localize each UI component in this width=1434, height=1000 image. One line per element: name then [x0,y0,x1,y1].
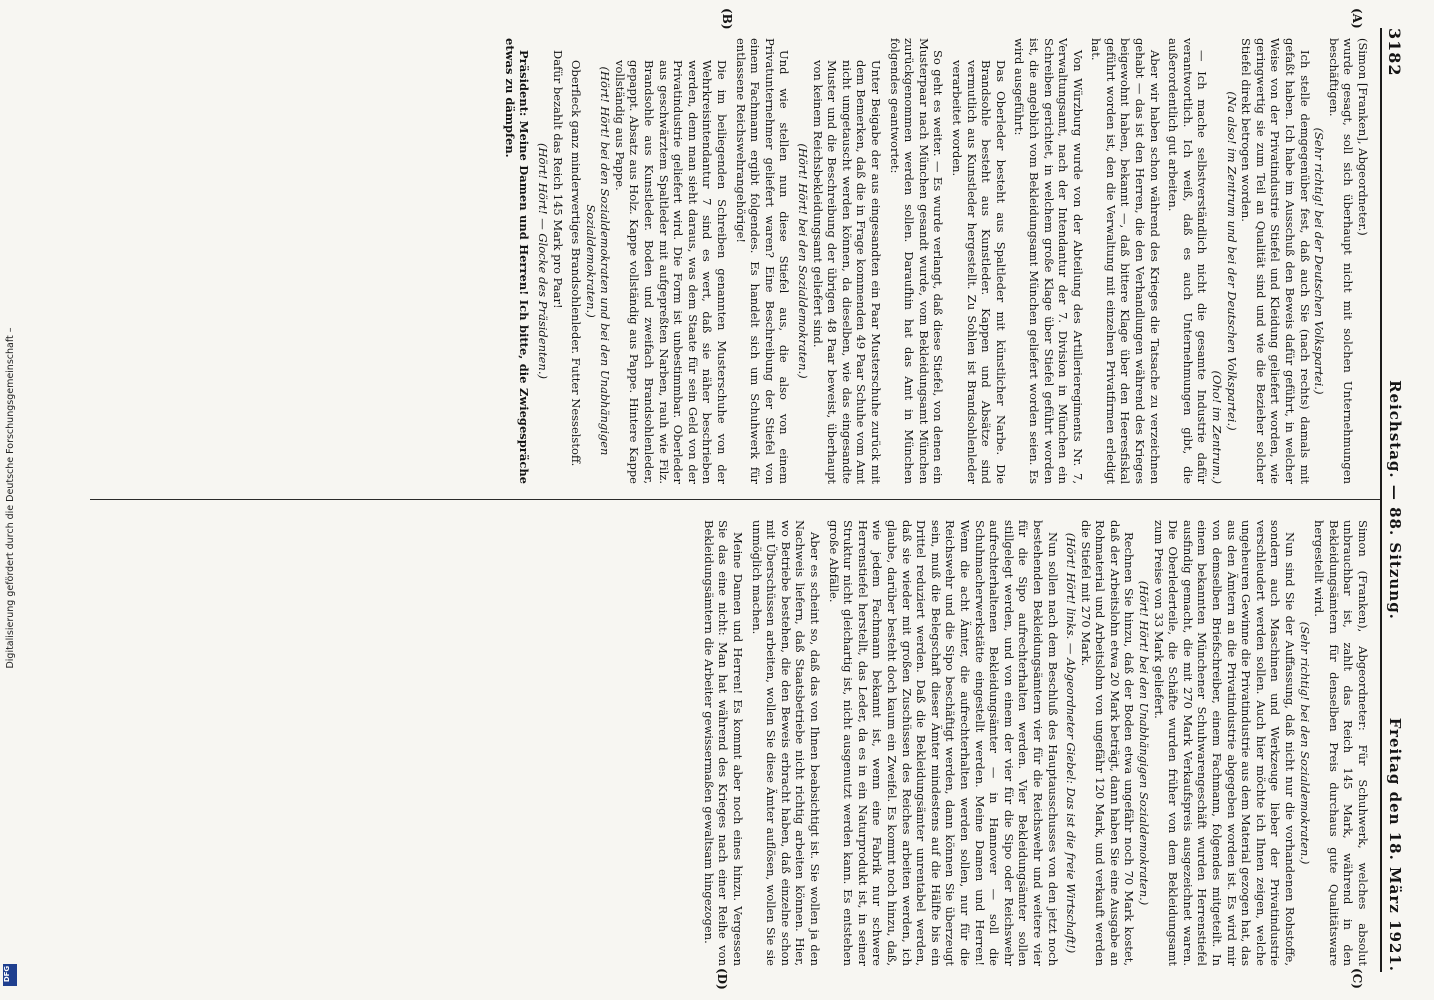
interjection: (Hört! Hört! bei den Sozialdemokraten.) [796,143,811,379]
paragraph: Nun sollen nach dem Beschluß des Hauptausschusses von den jetzt noch bestehenden Bekleidungsämtern vier für die Reichswehr und weitere vier für die Sipo aufrechterhalten werden. Vier Bekleidungsämter sollen stillgelegt werden, und von einem der vier für die Sipo oder Reichswehr aufrechterhaltenen Bekleidungsämter — in Hannover — soll die Schuhmacherwerkstätte eingestellt werden. Meine Damen und Herren! Wenn die acht Ämter, die aufrechterhalten werden sollen, nur für die Reichswehr und die Sipo beschäftigt werden, dann können Sie überzeugt sein, muß die Belegschaft dieser Ämter mindestens auf die Hälfte bis ein Drittel reduziert werden. Daß die Bekleidungsämter unrentabel werden, daß sie wieder mit großen Zuschüssen des Reiches arbeiten werden, ich glaube, darüber besteht doch kaum ein Zweifel. Es kommt noch hinzu, daß, wie jedem Fachmann bekannt ist, wenn eine Fabrik nur schwere Herrenstiefel herstellt, das Leder, da es in ein Naturprodukt ist, in seiner Struktur nicht gleichartig ist, nicht ausgenutzt werden kann. Es entstehen große Abfälle. [826,520,1060,966]
paragraph: Rechnen Sie hinzu, daß der Boden etwa ungefähr noch 70 Mark kostet, daß der Arbeitslohn etwa 20 Mark beträgt, dann haben Sie eine Ausgabe an Rohmaterial und Arbeitslohn von ungefähr 120 Mark, und verkauft werden die Stiefel mit 270 Mark. [1078,520,1137,966]
president-remark: Präsident: Meine Damen und Herren! Ich bitte, die Zwiegespräche etwas zu dämpfen. [502,38,532,484]
left-column [100,38,1370,484]
paragraph: Und wie stellen nun diese Stiefel aus, die also von einem Privatunternehmer geliefert waren? Eine Beschreibung der Stiefel von einem Fachmann ergibt folgendes. Es handelt sich um Schuhwerk für entlassene Reichswehrangehörige! [733,38,792,484]
session-title: Reichstag. — 88. Sitzung. [1386,380,1404,620]
interjection: (Hört! Hört! bei den Sozialdemokraten und bei den Unabhängigen Sozialdemokraten.) [583,66,613,456]
right-column [100,520,1370,966]
digitization-credit [4,50,16,950]
speaker-continued: (Simon [Franken], Abgeordneter.) [1356,38,1370,236]
interjection: (Sehr richtig! bei der Deutschen Volkspartei.) [1312,127,1327,395]
interjection: (Oho! im Zentrum.) [1210,370,1225,484]
session-date: Freitag den 18. März 1921. [1386,717,1404,972]
margin-mark-c: (C) [1350,968,1364,989]
paragraph: So geht es weiter. — Es wurde verlangt, daß diese Stiefel, von denen ein Musterpaar nach München gesandt wurde, vom Bekleidungsamt München zurückgenommen werden sollen. Daraufhin hat das Amt in München folgendes geantwortet: [887,38,946,484]
quoted-passage: Oberfleck ganz minderwertiges Brandsohlenleder. Futter Nesselstoff. [569,60,584,467]
header-rule [1380,28,1382,972]
dfg-logo-text: DFG [3,965,12,983]
paragraph: Ich stelle demgegenüber fest, daß auch Sie (nach rechts) damals mit gefaßt haben. Ich habe im Ausschuß den Beweis dafür geführt, in welcher Weise von der Privatindustrie Stiefel und Kleidung geliefert worden, wie geringwertig sie zum Teil an Qualität sind und wie die Bezieher solcher Stiefel direkt betrogen worden. [1239,38,1312,484]
interjection: (Hört! Hört! bei den Unabhängigen Sozialdemokraten.) [1137,580,1152,906]
quoted-passage: Die im beiliegenden Schreiben genannten Musterschuhe von der Wehrkreisintendantur 7 sind es wert, daß sie näher beschrieben werden, denn man sieht daraus, was dem Staate für sein Geld von der Privatindustrie geliefert wird. Die Form ist unbestimmbar. Oberleder aus geschwärztem Spaltleder mit aufgepreßten Narben, rauh wie Filz. Brandsohle aus Kunstleder. Boden und zweifach Brandsohlenleder, gepappt. Absatz aus Holz. Kappe vollständig aus Pappe. Hintere Kappe vollständig aus Pappe. [612,60,730,484]
paragraph: Aber es scheint so, daß das von Ihnen beabsichtigt ist. Sie wollen ja den Nachweis liefern, daß Staatsbetriebe nicht richtig arbeiten können. Hier, wo Betriebe bestehen, die den Beweis erbracht haben, daß einzelne schon mit Überschüssen arbeiten, wollen Sie diese Ämter auflösen, wollen Sie sie unmöglich machen. [749,520,823,966]
paragraph: Dafür bezahlt das Reich 145 Mark pro Paar! [550,50,565,309]
margin-mark-a: (A) [1350,8,1364,29]
quoted-passage: Unter Beigabe der aus eingesandten ein Paar Musterschuhe zurück mit dem Bemerken, daß die in Frage kommenden 49 Paar Schuhe vom Amt nicht umgetauscht werden können, da dieselben, wie das eingesandte Muster und die Beschreibung der übrigen 48 Paar beweist, überhaupt von keinem Reichsbekleidungsamt geliefert sind. [810,60,883,484]
interjection: (Na also! im Zentrum und bei der Deutschen Volkspartei.) [1224,91,1239,431]
interjection: (Hört! Hört! links. — Abgeordneter Giebel: Das ist die freie Wirtschaft!) [1064,532,1079,954]
credit-text: Digitalisierung gefördert durch die Deutsche Forschungsgemeinschaft – [5,327,16,669]
margin-mark-b: (B) [720,8,734,30]
quoted-passage: Das Oberleder besteht aus Spaltleder mit künstlicher Narbe. Die Brandsohle besteht aus Kunstleder. Kappen und Absätze sind vermutlich aus Kunstleder hergestellt. Zu Sohlen ist Brandsohlenleder verarbeitet worden. [949,60,1008,484]
paragraph: Aber wir haben schon während des Krieges die Tatsache zu verzeichnen gehabt — das ist den Herren, die den Verhandlungen während des Krieges beigewohnt haben, bekannt —, daß bittere Klage über den Heeresfiskal geführt worden ist, den die Verwaltung mit einzelnen Privatfirmen erledigt hat. [1089,38,1162,484]
page-number: 3182 [1385,28,1404,77]
paragraph: wurde gesagt, soll sich überhaupt nicht mit solchen Unternehmungen beschäftigen. [1326,38,1356,484]
paragraph: Meine Damen und Herren! Es kommt aber noch eines hinzu. Vergessen Sie das eine nicht: Man hat während des Krieges nach einer Reihe von Bekleidungsämtern die Arbeiter gewissermaßen gewaltsam hingezogen. [701,520,746,966]
margin-mark-d: (D) [715,968,729,990]
column-divider [90,499,1380,500]
interjection: (Hört! Hört! — Glocke des Präsidenten.) [535,143,550,379]
speaker-paragraph: Simon (Franken), Abgeordneter: Für Schuhwerk, welches absolut unbrauchbar ist, zahlt das Reich 145 Mark, während in den Bekleidungsämtern für denselben Preis durchaus gute Qualitätsware hergestellt wird. [1312,520,1370,966]
paragraph: Von Würzburg wurde von der Abteilung des Artillerieregiments Nr. 7, Verwaltungsamt, nach der Intendantur der 7. Division in München ein Schreiben gerichtet, in welchem große Klage über Stiefel geführt worden ist, die angeblich vom Bekleidungsamt München geliefert worden seien. Es wird ausgeführt: [1012,38,1085,484]
interjection: (Sehr richtig! bei den Sozialdemokraten.) [1297,621,1312,865]
paragraph: — Ich mache selbstverständlich nicht die gesamte Industrie dafür verantwortlich. Ich weiß, daß es auch Unternehmungen gibt, die außerordentlich gut arbeiten. [1166,38,1210,484]
running-head [1380,28,1410,972]
dfg-logo-icon [3,964,17,986]
paragraph: Nun sind Sie der Auffassung, daß nicht nur die vorhandenen Rohstoffe, sondern auch Maschinen und Werkzeuge lieber der Privatindustrie verschleudert werden sollen. Auch hier möchte ich Ihnen zeigen, welche ungeheuren Gewinne die Privatindustrie aus dem Material gezogen hat, das aus den Ämtern an die Privatindustrie abgegeben worden ist. Es wird mir von demselben Briefschreiber, einem Fachmann, folgendes mitgeteilt. In einem bekannten Münchener Schuhwarengeschäft wurden Herrenstiefel ausfindig gemacht, die mit 270 Mark Verkaufspreis ausgezeichnet waren. Die Oberlederteile, die Schäfte wurden früher von dem Bekleidungsamt zum Preise von 33 Mark geliefert. [1151,520,1298,966]
